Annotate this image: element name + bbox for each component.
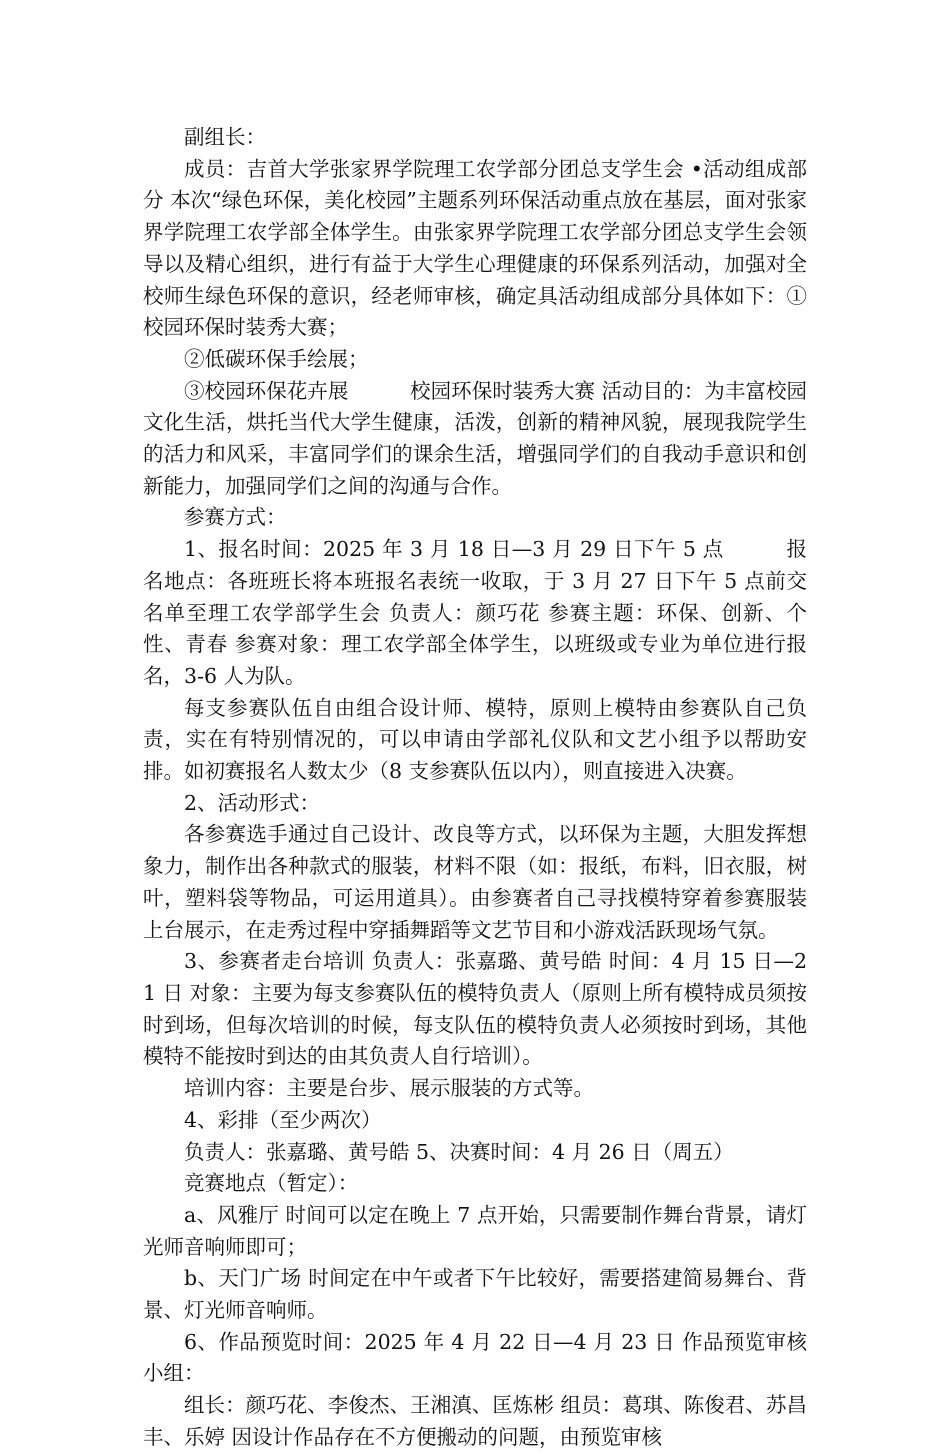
paragraph-members: 成员：吉首大学张家界学院理工农学部分团总支学生会 •活动组成部分 本次“绿色环保，美化校园”主题系列环保活动重点放在基层，面对张家界学院理工农学部全体学生。由张家界学院理工农学部分团总支学生会领导以及精心组织，进行有益于大学生心理健康的环保系列活动，加强对全校师生绿色环保的意识，经老师审核，确定具活动组成部分具体如下：①校园环保时装秀大赛； bbox=[143, 156, 807, 340]
paragraph-review-group: 组长：颜巧花、李俊杰、王湘滇、匡炼彬 组员：葛琪、陈俊君、苏昌丰、乐婷 因设计作品存在不方便搬动的问题，由预览审核 bbox=[143, 1393, 807, 1449]
paragraph-activity-form-heading: 2、活动形式： bbox=[184, 790, 321, 815]
paragraph-preview-time: 6、作品预览时间：2025 年 4 月 22 日—4 月 23 日 作品预览审核小组： bbox=[143, 1329, 807, 1386]
paragraph-team-formation: 每支参赛队伍自由组合设计师、模特，原则上模特由参赛队自己负责，实在有特别情况的，可以申请由学部礼仪队和文艺小组予以帮助安排。如初赛报名人数太少（8 支参赛队伍以内），则直接进入决赛。 bbox=[143, 695, 807, 784]
paragraph-final-time: 负责人：张嘉璐、黄号皓 5、决赛时间：4 月 26 日（周五） bbox=[184, 1139, 734, 1164]
paragraph-hand-drawing-exhibition: ②低碳环保手绘展； bbox=[184, 346, 369, 371]
paragraph-venue-b: b、天门广场 时间定在中午或者下午比较好，需要搭建简易舞台、背景、灯光师音响师。 bbox=[143, 1266, 807, 1323]
paragraph-activity-form: 各参赛选手通过自己设计、改良等方式，以环保为主题，大胆发挥想象力，制作出各种款式的服装，材料不限（如：报纸，布料，旧衣服，树叶，塑料袋等物品，可运用道具）。由参赛者自己寻找模特穿着参赛服装上台展示，在走秀过程中穿插舞蹈等文艺节目和小游戏活跃现场气氛。 bbox=[143, 822, 807, 942]
paragraph-training-content: 培训内容：主要是台步、展示服装的方式等。 bbox=[184, 1076, 594, 1101]
paragraph-flower-exhibition: ③校园环保花卉展 校园环保时装秀大赛 活动目的：为丰富校园文化生活，烘托当代大学生健康，活泼，创新的精神风貌，展现我院学生的活力和风采，丰富同学们的课余生活，增强同学们的自我动手意识和创新能力，加强同学们之间的沟通与合作。 bbox=[143, 378, 807, 498]
paragraph-runway-training: 3、参赛者走台培训 负责人：张嘉璐、黄号皓 时间：4 月 15 日—21 日 对象：主要为每支参赛队伍的模特负责人（原则上所有模特成员须按时到场，但每次培训的时候，每支队伍的模特负责人必须按时到场，其他模特不能按时到达的由其负责人自行培训）。 bbox=[143, 949, 807, 1069]
paragraph-rehearsal: 4、彩排（至少两次） bbox=[184, 1107, 382, 1132]
paragraph-registration: 1、报名时间：2025 年 3 月 18 日—3 月 29 日下午 5 点 报名地点：各班班长将本班报名表统一收取，于 3 月 27 日下午 5 点前交名单至理工农学部学生会 负责人：颜巧花 参赛主题：环保、创新、个性、青春 参赛对象：理工农学部全体学生，以班级或专业为单位进行报名，3-6 人为队。 bbox=[143, 537, 807, 688]
paragraph-participation-method: 参赛方式： bbox=[184, 505, 287, 530]
paragraph-deputy-leader: 副组长： bbox=[184, 125, 266, 149]
paragraph-venue-heading: 竞赛地点（暂定）： bbox=[184, 1171, 359, 1196]
document-body bbox=[143, 122, 807, 1454]
paragraph-venue-a: a、风雅厅 时间可以定在晚上 7 点开始，只需要制作舞台背景，请灯光师音响师即可； bbox=[143, 1202, 807, 1259]
